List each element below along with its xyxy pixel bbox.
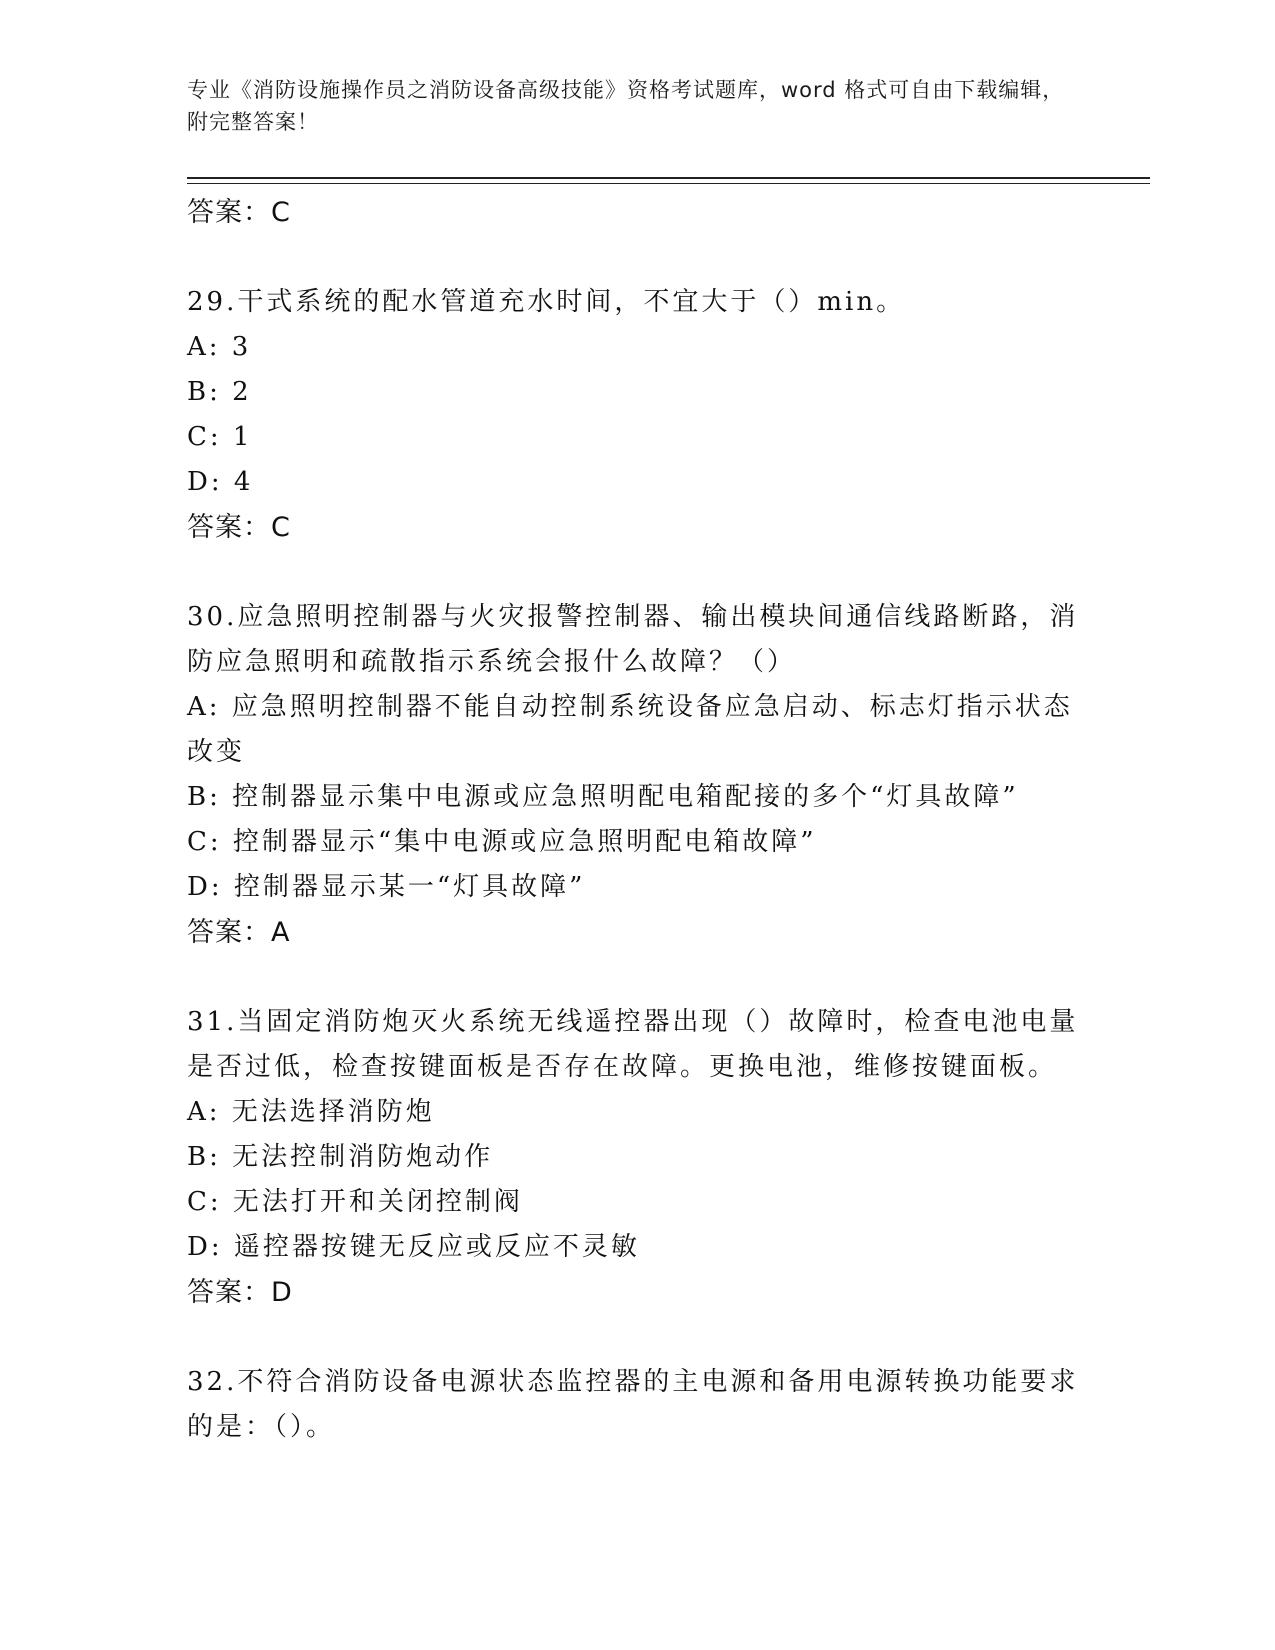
question-stem: 32.不符合消防设备电源状态监控器的主电源和备用电源转换功能要求 [187,1367,1079,1397]
option-a: A: 应急照明控制器不能自动控制系统设备应急启动、标志灯指示状态 [187,692,1073,722]
option-b: B: 无法控制消防炮动作 [187,1142,494,1172]
option-d: D: 遥控器按键无反应或反应不灵敏 [187,1232,640,1262]
answer-line: 答案：A [187,917,291,948]
option-a: A: 3 [187,332,252,362]
spacer [187,1315,1087,1360]
question-31 [187,1000,1087,1315]
option-b: B: 控制器显示集中电源或应急照明配电箱配接的多个“灯具故障” [187,782,1019,812]
question-30 [187,595,1087,955]
answer-line: 答案：D [187,1277,293,1308]
header-rule-thick [187,177,1150,179]
option-a: A: 无法选择消防炮 [187,1097,435,1127]
header-text: 专业《消防设施操作员之消防设备高级技能》资格考试题库，word 格式可自由下载编辑，附完整答案！ [187,78,1065,134]
spacer [187,235,1087,280]
question-29 [187,280,1087,550]
option-b: B: 2 [187,377,252,407]
question-list [187,190,1087,1450]
question-32 [187,1360,1087,1450]
previous-answer: 答案：C [187,197,291,228]
question-stem: 31.当固定消防炮灭火系统无线遥控器出现（）故障时，检查电池电量 [187,1007,1079,1037]
question-stem-continued: 是否过低，检查按键面板是否存在故障。更换电池，维修按键面板。 [187,1052,1058,1082]
option-c: C: 1 [187,422,253,452]
document-header [187,74,1067,138]
spacer [187,550,1087,595]
option-d: D: 控制器显示某一“灯具故障” [187,872,586,902]
spacer [187,955,1087,1000]
header-rule-thin [187,183,1150,184]
question-stem-continued: 的是：（）。 [187,1412,336,1442]
option-c: C: 无法打开和关闭控制阀 [187,1187,523,1217]
question-stem: 30.应急照明控制器与火灾报警控制器、输出模块间通信线路断路，消 [187,602,1079,632]
answer-line: 答案：C [187,512,291,543]
question-stem: 29.干式系统的配水管道充水时间，不宜大于（）min。 [187,287,906,317]
option-c: C: 控制器显示“集中电源或应急照明配电箱故障” [187,827,817,857]
option-a-continued: 改变 [187,737,246,767]
option-d: D: 4 [187,467,254,497]
question-stem-continued: 防应急照明和疏散指示系统会报什么故障？（） [187,647,797,677]
